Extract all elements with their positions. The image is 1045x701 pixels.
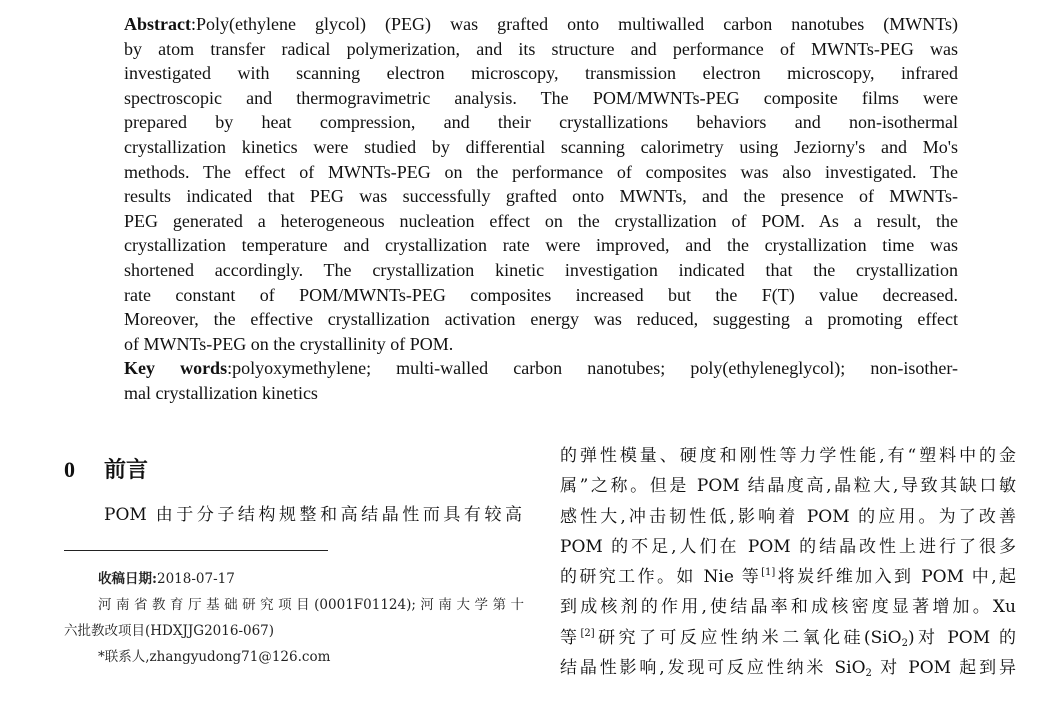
abstract-line (124, 12, 958, 37)
abstract-line: shortened accordingly. The crystallization kinetic investigation indicated that the crystallization (124, 259, 958, 280)
body-text: )对 POM 的 (907, 627, 1016, 648)
body-line: 感性大,冲击韧性低,影响着 POM 的应用。为了改善 (560, 506, 1016, 527)
body-text: 结晶性影响,发现可反应性纳米 SiO (560, 658, 866, 679)
abstract-line: crystallization temperature and crystallization rate were improved, and the crystallization time was (124, 235, 958, 256)
abstract-line: methods. The effect of MWNTs-PEG on the performance of composites was also investigated. The (124, 161, 958, 182)
intro-paragraph-continued (560, 441, 1016, 683)
footnotes (64, 566, 524, 670)
body-text: 对 POM 起到异 (871, 658, 1017, 679)
abstract-block (124, 12, 958, 406)
subscript: 2 (901, 637, 908, 649)
body-text: 研究了可反应性纳米二氧化硅(SiO (594, 627, 902, 648)
funding-line: 六批教改项目(HDXJJG2016-067) (64, 623, 275, 639)
body-line: 到成核剂的作用,使结晶率和成核密度显著增加。Xu (560, 597, 1016, 618)
abstract-line: by atom transfer radical polymerization, and its structure and performance of MWNTs-PEG was (124, 38, 958, 59)
keywords-separator: : (227, 358, 233, 379)
body-line: 属”之称。但是 POM 结晶度高,晶粒大,导致其缺口敏 (560, 476, 1016, 497)
abstract-line: crystallization kinetics were studied by differential scanning calorimetry using Jeziorny's and Mo's (124, 136, 958, 157)
section-number: 0 (64, 457, 75, 482)
abstract-separator: : (190, 14, 196, 34)
keywords-text: polyoxymethylene; multi-walled carbon nanotubes; poly(ethyleneglycol); non-isother- (232, 358, 958, 379)
abstract-line: Moreover, the effective crystallization activation energy was reduced, suggesting a promoting effect (124, 309, 958, 330)
abstract-line: results indicated that PEG was successfully grafted onto MWNTs, and the presence of MWNTs- (124, 186, 958, 207)
section-title: 前言 (104, 458, 149, 483)
citation-ref: [1] (761, 567, 776, 579)
abstract-line: investigated with scanning electron microscopy, transmission electron microscopy, infrared (124, 63, 958, 84)
body-text: 等 (560, 627, 581, 648)
subscript: 2 (865, 668, 872, 680)
keywords-line (124, 356, 958, 381)
body-line (560, 562, 1016, 592)
received-date-line (64, 566, 524, 592)
abstract-label: Abstract (124, 14, 191, 34)
footnote-divider (64, 550, 328, 551)
body-text: 的研究工作。如 Nie 等 (560, 567, 762, 588)
keywords-line: mal crystallization kinetics (124, 382, 318, 403)
abstract-line: spectroscopic and thermogravimetric analysis. The POM/MWNTs-PEG composite films were (124, 87, 958, 108)
body-line: 的弹性模量、硬度和刚性等力学性能,有“塑料中的金 (560, 446, 1016, 466)
received-date: 2018-07-17 (156, 571, 235, 587)
abstract-line: rate constant of POM/MWNTs-PEG composites increased but the F(T) value decreased. (124, 284, 958, 305)
body-line (560, 653, 1016, 683)
citation-ref: [2] (580, 627, 595, 639)
abstract-line: PEG generated a heterogeneous nucleation effect on the crystallization of POM. As a result, the (124, 210, 958, 231)
abstract-line: prepared by heat compression, and their crystallizations behaviors and non-isothermal (124, 112, 958, 133)
section-heading (64, 455, 148, 486)
abstract-text: Poly(ethylene glycol) (PEG) was grafted onto multiwalled carbon nanotubes (MWNTs) (196, 14, 958, 34)
abstract-line: of MWNTs-PEG on the crystallinity of POM. (124, 333, 454, 354)
body-text: 将炭纤维加入到 POM 中,起 (775, 567, 1016, 588)
contact-line: *联系人,zhangyudong71@126.com (98, 649, 331, 665)
keywords-label: Key words (124, 358, 228, 379)
funding-line: 河南省教育厅基础研究项目(0001F01124);河南大学第十 (98, 597, 524, 613)
intro-paragraph-start: POM 由于分子结构规整和高结晶性而具有较高 (104, 505, 522, 525)
body-line: POM 的不足,人们在 POM 的结晶改性上进行了很多 (560, 536, 1016, 557)
body-line (560, 623, 1016, 653)
received-label: 收稿日期: (98, 571, 157, 587)
